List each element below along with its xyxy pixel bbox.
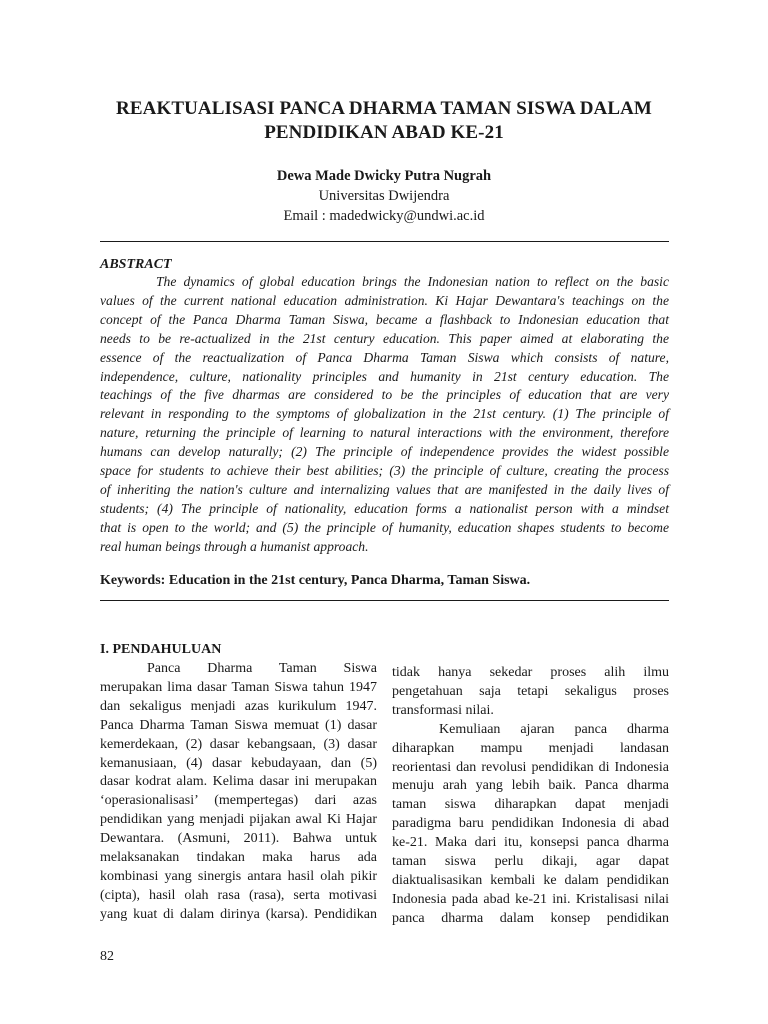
left-column — [100, 660, 377, 925]
bottom-divider — [100, 600, 669, 601]
body-line: panca dharma dalam konsep pendidikan — [392, 910, 669, 926]
abstract-line: The dynamics of global education brings the Indonesian nation to reflect on the basic — [156, 274, 669, 289]
abstract-heading: ABSTRACT — [100, 257, 172, 272]
body-line: taman siswa diharapkan dapat menjadi — [392, 797, 669, 813]
body-line: taman siswa perlu dikaji, agar dapat — [392, 854, 669, 870]
abstract-line: that is open to the world; and (5) the principle of humanity, education shapes students to become — [100, 519, 669, 535]
body-line: paradigma baru pendidikan Indonesia di abad — [392, 816, 669, 832]
author-block — [90, 166, 678, 226]
body-line: kemerdekaan, (2) dasar kebangsaan, (3) dasar — [100, 736, 377, 752]
abstract-line: space for students to achieve their best abilities; (3) the principle of culture, creating the process — [100, 463, 669, 479]
abstract-line: of inheriting the nation's culture and internalizing values that are manifested in the daily lives of — [100, 481, 669, 497]
body-line: merupakan lima dasar Taman Siswa tahun 1947 — [100, 679, 377, 695]
keywords: Keywords: Education in the 21st century, Panca Dharma, Taman Siswa. — [100, 573, 531, 588]
abstract-line: real human beings through a humanist approach. — [100, 538, 369, 554]
abstract-line: independence, culture, nationality principles and humanity in 21st century education. The — [100, 368, 669, 384]
body-line: dan sekaligus menjadi azas kurikulum 1947. — [100, 698, 377, 714]
body-line: melaksanakan tindakan maka harus ada — [100, 850, 377, 866]
body-line: tidak hanya sekedar proses alih ilmu — [392, 665, 669, 680]
body-line: ‘operasionalisasi’ (mempertegas) dari azas — [100, 793, 377, 809]
body-line: Kemuliaan ajaran panca dharma — [439, 721, 669, 737]
author-name: Dewa Made Dwicky Putra Nugrah — [276, 168, 492, 184]
body-line: kemanusiaan, (4) dasar kebudayaan, dan (5) — [100, 755, 377, 771]
abstract-body — [100, 273, 669, 557]
right-column — [392, 664, 669, 929]
abstract-line: teachings of the five dharmas are considered to be the principles of education that are very — [100, 387, 669, 403]
body-line: Panca Dharma Taman Siswa — [147, 661, 377, 676]
paper-title — [90, 97, 678, 145]
title-line-1: REAKTUALISASI PANCA DHARMA TAMAN SISWA DALAM — [116, 98, 652, 119]
body-line: diaktualisasikan kembali ke dalam pendidikan — [392, 872, 669, 888]
body-line: yang kuat di dalam dirinya (karsa). Pendidikan — [100, 906, 377, 922]
abstract-line: needs to be re-actualized in the 21st century education. This paper aimed at elaborating the — [100, 330, 669, 346]
body-line: Panca Dharma Taman Siswa memuat (1) dasar — [100, 717, 377, 733]
abstract-line: essence of the reactualization of Panca Dharma Taman Siswa which consists of nature, — [100, 349, 669, 365]
body-line: Indonesia pada abad ke-21 ini. Kristalisasi nilai — [392, 891, 669, 907]
body-line: pendidikan yang menjadi pijakan awal Ki Hajar — [100, 812, 377, 828]
section-heading: I. PENDAHULUAN — [100, 642, 222, 657]
abstract-line: values of the current national education administration. Ki Hajar Dewantara's teachings on the — [100, 292, 669, 308]
abstract-line: concept of the Panca Dharma Taman Siswa, became a flashback to Indonesian education that — [100, 311, 669, 327]
title-line-2: PENDIDIKAN ABAD KE-21 — [264, 122, 504, 143]
top-divider — [100, 241, 669, 242]
body-line: menuju arah yang lebih baik. Panca dharma — [392, 778, 669, 794]
author-email[interactable]: Email : madedwicky@undwi.ac.id — [283, 208, 485, 224]
abstract-line: students; (4) The principle of nationality, education forms a nationalist person with a mindset — [100, 500, 669, 516]
body-line: kombinasi yang sinergis antara hasil olah pikir — [100, 868, 377, 884]
author-affiliation: Universitas Dwijendra — [318, 188, 450, 204]
body-line: pengetahuan saja tetapi sekaligus proses — [392, 683, 669, 699]
body-line: (cipta), hasil olah rasa (rasa), serta motivasi — [100, 887, 377, 903]
abstract-line: humans can develop naturally; (2) The principle of independence provides the widest possible — [100, 444, 669, 460]
body-line: reorientasi dan revolusi pendidikan di Indonesia — [392, 759, 669, 775]
body-line: Dewantara. (Asmuni, 2011). Bahwa untuk — [100, 831, 377, 847]
body-line: diharapkan mampu menjadi landasan — [392, 740, 669, 756]
abstract-line: relevant in responding to the symptoms of globalization in the 21st century. (1) The principle of — [100, 406, 669, 422]
body-line: transformasi nilai. — [392, 702, 494, 718]
body-line: ke-21. Maka dari itu, konsepsi panca dharma — [392, 835, 669, 851]
page-number: 82 — [100, 949, 114, 964]
body-line: dasar kodrat alam. Kelima dasar ini merupakan — [100, 774, 377, 790]
abstract-line: nature, returning the principle of learning to natural interactions with the environment, therefore — [100, 425, 669, 441]
